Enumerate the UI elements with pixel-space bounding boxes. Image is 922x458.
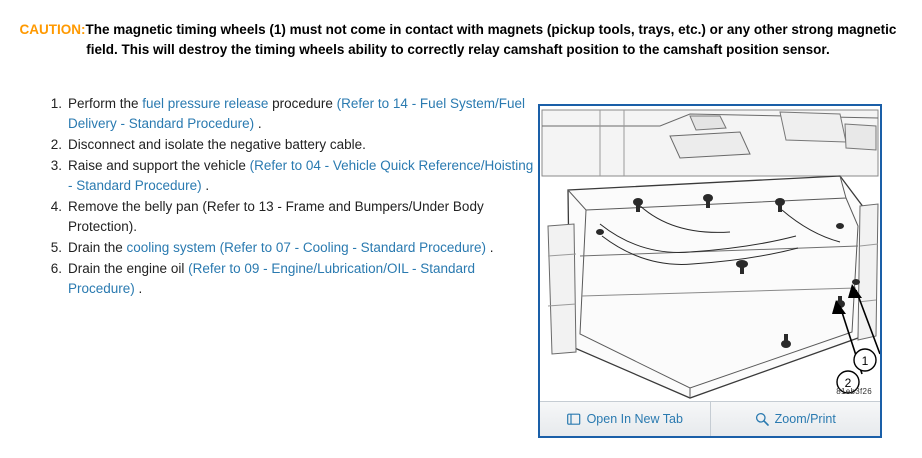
- step-text: Disconnect and isolate the negative battery cable.: [68, 137, 366, 152]
- caution-text-1: The magnetic timing wheels (1) must not come in contact with magnets (pickup tools, trays, etc.) or any other strong magnetic: [85, 22, 897, 37]
- step-reference-link[interactable]: fuel pressure release: [142, 96, 269, 111]
- open-in-new-tab-label: Open In New Tab: [586, 412, 683, 426]
- procedure-step: [50, 238, 534, 258]
- external-window-icon: [567, 413, 581, 426]
- procedure-step: [50, 259, 534, 299]
- svg-text:2: 2: [844, 376, 852, 390]
- step-text: Perform the: [68, 96, 143, 111]
- step-number: 6.: [50, 261, 62, 276]
- step-text: procedure: [268, 96, 337, 111]
- step-text: .: [254, 116, 262, 131]
- zoom-print-label: Zoom/Print: [774, 412, 836, 426]
- caution-note: [18, 20, 898, 60]
- step-reference-link[interactable]: cooling system (Refer to 07 - Cooling - Standard Procedure): [126, 240, 486, 255]
- caution-line-1: [18, 20, 898, 40]
- underbody-illustration: [540, 106, 880, 402]
- figure-toolbar: [540, 401, 880, 436]
- caution-label: CAUTION:: [19, 22, 86, 37]
- caution-line-2: field. This will destroy the timing wheels ability to correctly relay camshaft position to the camshaft position sensor.: [86, 42, 830, 57]
- step-number: 3.: [50, 158, 62, 173]
- step-number: 5.: [50, 240, 62, 255]
- step-text: Drain the: [68, 240, 127, 255]
- procedure-step: [50, 197, 534, 237]
- step-reference-link[interactable]: (Refer to 14 - Fuel System/Fuel Delivery - Standard Procedure): [68, 96, 525, 131]
- step-text: .: [485, 240, 494, 255]
- open-in-new-tab-button[interactable]: [540, 402, 710, 436]
- step-text: Drain the engine oil: [68, 261, 189, 276]
- figure-panel: [538, 104, 882, 438]
- magnifier-icon: [755, 412, 769, 426]
- step-text: Remove the belly pan (Refer to 13 - Frame and Bumpers/Under Body Protection).: [68, 199, 484, 234]
- step-number: 2.: [50, 137, 62, 152]
- step-number: 4.: [50, 199, 62, 214]
- step-reference-link[interactable]: (Refer to 04 - Vehicle Quick Reference/Hoisting - Standard Procedure): [68, 158, 534, 193]
- procedure-step-list: [44, 94, 534, 300]
- zoom-print-button[interactable]: [710, 402, 881, 436]
- procedure-step: [50, 94, 534, 134]
- step-text: Raise and support the vehicle: [68, 158, 250, 173]
- step-text: .: [134, 281, 143, 296]
- procedure-step: [50, 135, 534, 155]
- procedure-step: [50, 156, 534, 196]
- step-text: .: [201, 178, 210, 193]
- figure-code: 81eb3f26: [836, 387, 872, 396]
- figure-image: [540, 106, 880, 402]
- svg-text:1: 1: [861, 354, 869, 368]
- step-number: 1.: [50, 96, 62, 111]
- step-reference-link[interactable]: (Refer to 09 - Engine/Lubrication/OIL - Standard Procedure): [68, 261, 475, 296]
